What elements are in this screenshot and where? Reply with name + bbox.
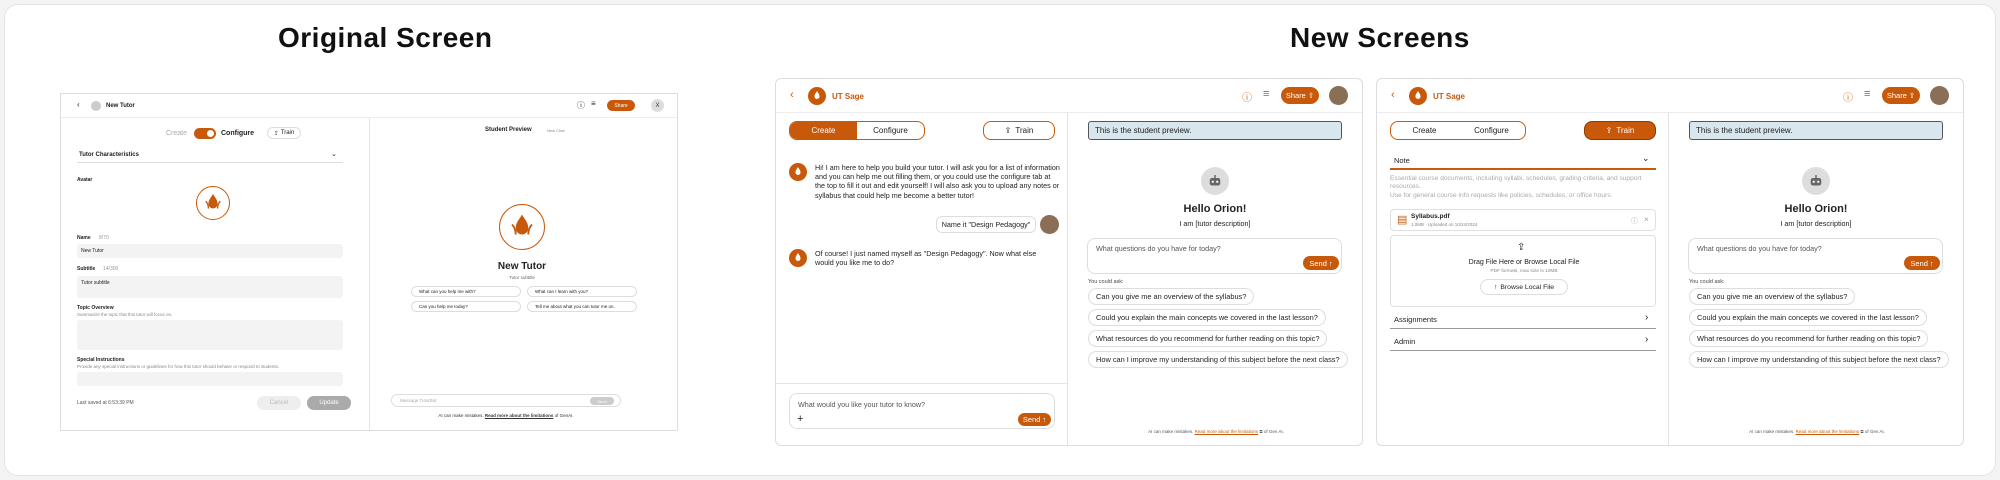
preview-title: Student Preview <box>485 127 532 133</box>
special-hint: Provide any special instructions or guidelines for how this tutor should behave or respond to students. <box>77 364 280 369</box>
tab-create[interactable]: Create <box>1412 126 1437 135</box>
suggested-question[interactable]: Can you give me an overview of the syllabus? <box>1088 288 1254 305</box>
note-description <box>1390 175 1656 200</box>
disclaimer-text: AI can make mistakes. <box>438 413 484 418</box>
flame-logo-icon <box>811 90 823 102</box>
share-label: Share <box>1285 91 1306 100</box>
drag-title: Drag File Here or Browse Local File <box>1468 259 1580 266</box>
preview-banner: This is the student preview. <box>1689 121 1943 140</box>
mode-configure-label[interactable]: Configure <box>221 130 255 137</box>
mode-create-label[interactable]: Create <box>166 130 188 137</box>
disclaimer-link[interactable]: Read more about the limitations <box>1795 429 1860 434</box>
pane-divider <box>1067 113 1068 446</box>
train-button[interactable] <box>267 127 301 139</box>
bot-message: Hi! I am here to help you build your tutor. I will ask you for a list of information and you can help me out filling them, or you could use the configure tab at the top to fill it out and edit yourself! I will also ask you to upload any notes or syllabus that could help me become a better tutor! <box>815 163 1060 200</box>
input-placeholder: What would you like your tutor to know? <box>798 400 926 409</box>
chevron-right-icon[interactable]: › <box>1645 312 1649 323</box>
name-count: 8/70 <box>99 235 109 241</box>
back-arrow-icon[interactable]: ‹ <box>1391 89 1395 101</box>
upload-icon: ⇪ <box>1517 242 1526 253</box>
suggestion-chip[interactable]: Can you help me today? <box>411 301 521 312</box>
mode-tabs <box>1390 121 1526 140</box>
send-label: Send <box>1910 258 1928 268</box>
message-input[interactable] <box>391 394 621 407</box>
update-button[interactable]: Update <box>307 396 351 410</box>
user-message: Name it "Design Pedagogy" <box>936 216 1036 233</box>
heading-original: Original Screen <box>278 22 493 53</box>
pane-divider <box>1668 113 1669 446</box>
hello-heading: Hello Orion! <box>1784 203 1848 215</box>
upload-icon: ⇪ <box>273 130 279 137</box>
flame-logo-icon <box>202 192 224 214</box>
disclaimer-suffix: of Gen AI. <box>1864 429 1885 434</box>
mode-toggle[interactable] <box>194 128 216 139</box>
bot-message: Of course! I just named myself as "Design Pedagogy". Now what else would you like me to do? <box>815 249 1037 268</box>
preview-logo <box>499 204 545 250</box>
disclaimer-link[interactable]: Read more about the limitations <box>1194 429 1259 434</box>
topic-hint: Summarize the topic that this tutor will focus on. <box>77 312 173 317</box>
subtitle-label: Subtitle <box>77 266 96 272</box>
upload-icon: ⇪ <box>1605 126 1613 135</box>
disclaimer-suffix: of Gen AI. <box>1263 429 1284 434</box>
divider <box>1390 328 1656 329</box>
special-label: Special Instructions <box>77 357 125 363</box>
tab-create[interactable]: Create <box>790 122 857 139</box>
file-meta: 1.0MB · Uploaded on 10/24/2024 <box>1411 222 1478 227</box>
subtitle-field[interactable]: Tutor subtitle <box>77 276 343 298</box>
tab-configure[interactable]: Configure <box>1474 126 1509 135</box>
flame-logo-icon <box>1412 90 1424 102</box>
preview-send-button[interactable]: Send <box>590 397 614 405</box>
user-avatar[interactable] <box>1329 86 1348 105</box>
send-label: Send <box>1309 258 1327 268</box>
menu-icon[interactable]: ≡ <box>591 99 596 108</box>
menu-icon[interactable]: ≡ <box>1864 88 1871 100</box>
drag-subtitle: PDF formats, max size is 10MB <box>1490 269 1558 274</box>
send-label: Send <box>1022 415 1041 424</box>
share-button[interactable]: Share <box>607 100 635 111</box>
robot-avatar-icon <box>1802 167 1830 195</box>
train-label: Train <box>1015 126 1034 135</box>
question-placeholder: What questions do you have for today? <box>1096 244 1221 253</box>
disclaimer-suffix: of GenAI. <box>554 413 574 418</box>
question-input[interactable] <box>1688 238 1943 274</box>
section-assignments[interactable]: Assignments <box>1394 315 1437 324</box>
last-saved: Last saved at 6:53:39 PM <box>77 400 134 406</box>
user-avatar <box>1040 215 1059 234</box>
topic-field[interactable] <box>77 320 343 350</box>
share-label: Share <box>1886 91 1907 100</box>
suggested-question[interactable]: Could you explain the main concepts we covered in the last lesson? <box>1088 309 1326 326</box>
could-ask-label: You could ask: <box>1088 279 1124 285</box>
question-placeholder: What questions do you have for today? <box>1697 244 1822 253</box>
screen-topbar <box>1377 79 1963 113</box>
tab-configure[interactable]: Configure <box>873 126 908 135</box>
upload-icon: ⇪ <box>1004 126 1012 135</box>
uploaded-file[interactable] <box>1390 209 1656 231</box>
send-button[interactable] <box>1303 256 1339 270</box>
send-button[interactable] <box>1018 413 1051 426</box>
section-title: Tutor Characteristics <box>79 152 139 158</box>
chevron-down-icon[interactable]: ⌄ <box>1642 153 1650 163</box>
suggested-question[interactable]: How can I improve my understanding of this subject before the next class? <box>1689 351 1949 368</box>
preview-tutor-name: New Tutor <box>497 261 547 272</box>
screen-topbar <box>776 79 1362 113</box>
subtitle-count: 14/300 <box>103 266 119 272</box>
share-icon: ⇧ <box>1307 91 1315 100</box>
mode-tabs <box>789 121 925 140</box>
bot-avatar <box>789 163 807 181</box>
hello-heading: Hello Orion! <box>1183 203 1247 215</box>
browse-label: Browse Local File <box>1500 283 1555 291</box>
note-text: Essential course documents, including syllabi, schedules, grading criteria, and support resources. <box>1390 175 1642 191</box>
file-name: Syllabus.pdf <box>1411 213 1450 220</box>
train-button[interactable] <box>983 121 1055 140</box>
share-icon: ⇧ <box>1908 91 1916 100</box>
chevron-down-icon[interactable]: ⌄ <box>331 151 337 158</box>
divider <box>1390 350 1656 351</box>
upload-arrow-icon: ↑ <box>1493 283 1498 291</box>
share-button[interactable] <box>1281 87 1319 104</box>
special-field[interactable] <box>77 372 343 386</box>
help-icon[interactable]: ⓘ <box>577 101 585 110</box>
note-text: Use for general course info requests like policies, schedules, or office hours. <box>1390 191 1613 199</box>
name-label: Name <box>77 235 91 241</box>
bot-avatar <box>789 249 807 267</box>
name-field[interactable]: New Tutor <box>77 244 343 258</box>
section-admin[interactable]: Admin <box>1394 337 1416 346</box>
divider <box>77 162 343 163</box>
user-avatar[interactable] <box>1930 86 1949 105</box>
tutor-logo[interactable] <box>196 186 230 220</box>
preview-subtitle[interactable]: New Chat <box>547 128 565 133</box>
message-placeholder: Message TutorBot <box>400 398 437 403</box>
heading-new: New Screens <box>1290 22 1470 53</box>
close-icon[interactable]: × <box>1644 215 1649 224</box>
preview-disclaimer <box>1677 429 1957 434</box>
original-screen <box>60 93 678 431</box>
avatar-label: Avatar <box>77 177 93 183</box>
close-button[interactable]: X <box>651 99 664 112</box>
suggestion-chip[interactable]: What can I learn with you? <box>527 286 637 297</box>
divider <box>1390 168 1656 170</box>
disclaimer-text: AI can make mistakes. <box>1749 429 1795 434</box>
help-icon[interactable]: ⓘ <box>1242 93 1252 104</box>
external-link-icon: ⧉ <box>1259 429 1263 434</box>
tutor-description: I am [tutor description] <box>1780 219 1852 228</box>
brand-name: UT Sage <box>832 92 865 101</box>
suggestion-chip[interactable]: What can you help me with? <box>411 286 521 297</box>
pdf-file-icon: ▤ <box>1397 214 1408 226</box>
topic-label: Topic Overview <box>77 305 114 311</box>
suggestion-chip[interactable]: Tell me about what you can tutor me on. <box>527 301 637 312</box>
robot-avatar-icon <box>1201 167 1229 195</box>
avatar <box>91 101 101 111</box>
suggested-question[interactable]: Can you give me an overview of the syllabus? <box>1689 288 1855 305</box>
send-button[interactable] <box>1904 256 1940 270</box>
arrow-up-icon: ↑ <box>1328 258 1333 268</box>
brand-logo <box>1409 87 1427 105</box>
original-topbar <box>61 94 677 118</box>
suggested-question[interactable]: How can I improve my understanding of this subject before the next class? <box>1088 351 1348 368</box>
tutor-input[interactable] <box>789 393 1055 429</box>
back-arrow-icon[interactable]: ‹ <box>790 89 794 101</box>
file-dropzone[interactable] <box>1390 235 1656 307</box>
flame-logo-icon <box>507 212 537 242</box>
suggested-question[interactable]: Could you explain the main concepts we covered in the last lesson? <box>1689 309 1927 326</box>
disclaimer-text: AI can make mistakes. <box>1148 429 1194 434</box>
info-icon[interactable]: ⓘ <box>1631 218 1638 225</box>
share-button[interactable] <box>1882 87 1920 104</box>
plus-icon[interactable]: + <box>797 413 804 425</box>
suggested-question[interactable]: What resources do you recommend for further reading on this topic? <box>1088 330 1327 347</box>
original-disclaimer <box>391 413 621 418</box>
arrow-up-icon: ↑ <box>1042 415 1047 424</box>
note-label: Note <box>1394 156 1410 165</box>
new-screen-train <box>1376 78 1964 446</box>
could-ask-label: You could ask: <box>1689 279 1725 285</box>
brand-name: UT Sage <box>1433 92 1466 101</box>
help-icon[interactable]: ⓘ <box>1843 93 1853 104</box>
train-label: Train <box>280 130 295 136</box>
preview-tutor-subtitle: Tutor subtitle <box>509 275 535 280</box>
chevron-right-icon[interactable]: › <box>1645 334 1649 345</box>
suggested-question[interactable]: What resources do you recommend for further reading on this topic? <box>1689 330 1928 347</box>
menu-icon[interactable]: ≡ <box>1263 88 1270 100</box>
tutor-title: New Tutor <box>106 103 135 109</box>
arrow-up-icon: ↑ <box>1929 258 1934 268</box>
external-link-icon: ⧉ <box>1860 429 1864 434</box>
flame-logo-icon <box>792 252 804 264</box>
brand-logo <box>808 87 826 105</box>
preview-disclaimer <box>1076 429 1356 434</box>
browse-button[interactable] <box>1480 279 1568 295</box>
tutor-description: I am [tutor description] <box>1179 219 1251 228</box>
divider <box>776 383 1067 384</box>
preview-banner: This is the student preview. <box>1088 121 1342 140</box>
flame-logo-icon <box>792 166 804 178</box>
disclaimer-link[interactable]: Read more about the limitations <box>484 413 554 418</box>
new-screen-create <box>775 78 1363 446</box>
train-label: Train <box>1616 126 1635 135</box>
train-button[interactable] <box>1584 121 1656 140</box>
back-arrow-icon[interactable]: ‹ <box>77 100 80 109</box>
cancel-button[interactable]: Cancel <box>257 396 301 410</box>
question-input[interactable] <box>1087 238 1342 274</box>
